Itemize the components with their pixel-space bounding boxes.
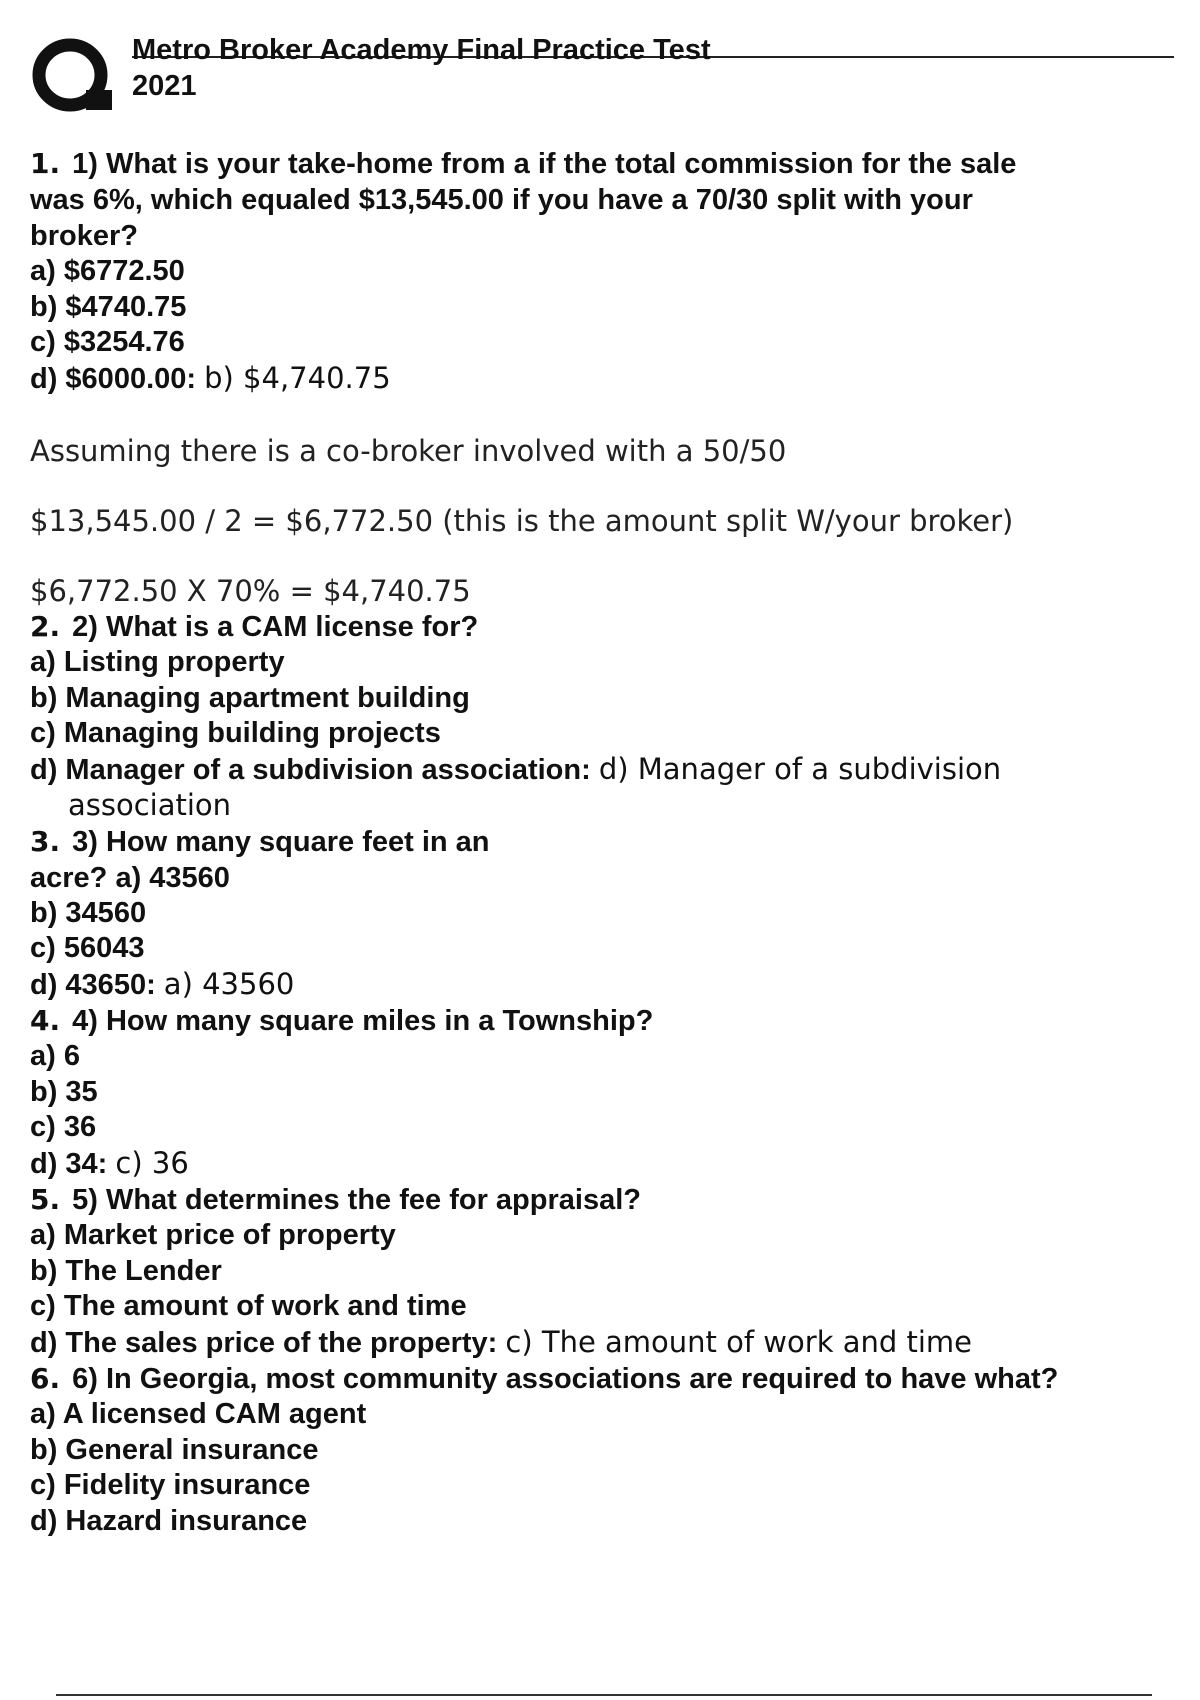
question-4 (30, 1003, 1190, 1182)
question-number: 5. (30, 1183, 61, 1216)
question-list (30, 146, 1190, 1539)
question-number: 6. (30, 1362, 61, 1395)
option-b: b) $4740.75 (30, 290, 187, 323)
explanation-note: Assuming there is a co-broker involved with a 50/50 (30, 434, 787, 468)
answer: b) $4,740.75 (204, 360, 391, 395)
question-number: 3. (30, 824, 61, 858)
option-a: a) 6 (30, 1040, 80, 1072)
option-b: b) The Lender (30, 1254, 222, 1287)
question-number: 1. (30, 147, 61, 180)
question-text: 3) How many square feet in an (72, 825, 490, 858)
option-c: c) 56043 (30, 932, 145, 964)
option-d: d) The sales price of the property: (30, 1326, 498, 1359)
question-number: 4. (30, 1004, 61, 1037)
document-title-block (132, 32, 711, 104)
question-5 (30, 1182, 1190, 1361)
question-text-continued: acre? a) 43560 (30, 861, 230, 894)
page-footer-divider (56, 1694, 1152, 1696)
answer: a) 43560 (163, 966, 295, 1001)
option-c: c) Managing building projects (30, 717, 441, 749)
option-c: c) Fidelity insurance (30, 1469, 311, 1501)
question-text: 4) How many square miles in a Township? (72, 1005, 654, 1037)
question-2 (30, 609, 1190, 824)
question-text: 1) What is your take-home from a if the total commission for the sale (72, 148, 1017, 180)
option-b: b) General insurance (30, 1433, 319, 1466)
explanation-note: $6,772.50 X 70% = $4,740.75 (30, 574, 471, 608)
option-c: c) The amount of work and time (30, 1290, 467, 1322)
option-d: d) Hazard insurance (30, 1504, 308, 1537)
option-c: c) $3254.76 (30, 326, 185, 358)
answer: c) The amount of work and time (505, 1324, 972, 1359)
question-number: 2. (30, 610, 61, 643)
option-a: a) A licensed CAM agent (30, 1398, 367, 1430)
document-header (30, 28, 1150, 118)
option-d: d) Manager of a subdivision association: (30, 753, 591, 786)
option-b: b) 35 (30, 1075, 98, 1108)
option-a: a) $6772.50 (30, 255, 185, 287)
option-a: a) Market price of property (30, 1219, 396, 1251)
question-text: was 6%, which equaled $13,545.00 if you have a 70/30 split with your (30, 184, 973, 216)
option-d: d) 43650: (30, 968, 156, 1001)
option-a: a) Listing property (30, 646, 285, 678)
question-text: 2) What is a CAM license for? (72, 611, 479, 643)
answer: c) 36 (115, 1145, 189, 1180)
document-title: Metro Broker Academy Final Practice Test (132, 34, 711, 66)
option-b: b) 34560 (30, 896, 147, 929)
question-text: broker? (30, 220, 138, 252)
option-d: d) $6000.00: (30, 362, 197, 395)
question-1 (30, 146, 1190, 609)
option-c: c) 36 (30, 1111, 97, 1143)
question-text: 5) What determines the fee for appraisal? (72, 1184, 641, 1216)
answer: d) Manager of a subdivision (598, 751, 1002, 786)
q-logo-icon (32, 34, 114, 116)
question-text: 6) In Georgia, most community associations are required to have what? (72, 1363, 1059, 1395)
option-d: d) 34: (30, 1147, 108, 1180)
question-3 (30, 824, 1190, 1004)
question-6 (30, 1361, 1190, 1539)
document-year: 2021 (132, 70, 197, 102)
option-b: b) Managing apartment building (30, 681, 470, 714)
answer-continued: association (68, 788, 232, 822)
explanation-note: $13,545.00 / 2 = $6,772.50 (this is the amount split W/your broker) (30, 504, 1014, 538)
